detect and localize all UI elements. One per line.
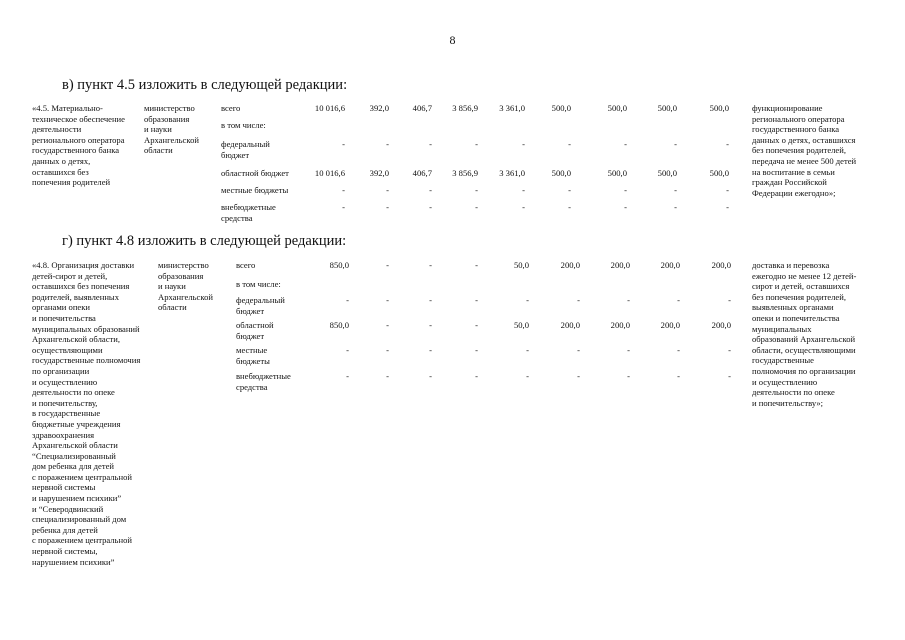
funding-value: - xyxy=(429,320,432,330)
funding-value: 200,0 xyxy=(660,260,680,270)
funding-value: 850,0 xyxy=(329,320,349,330)
funding-value: 406,7 xyxy=(412,168,432,178)
funding-value: 3 361,0 xyxy=(499,103,525,113)
funding-value: 200,0 xyxy=(610,260,630,270)
funding-value: - xyxy=(386,320,389,330)
funding-value: 392,0 xyxy=(369,168,389,178)
funding-value: - xyxy=(677,295,680,305)
funding-value: - xyxy=(726,139,729,149)
funding-value: - xyxy=(386,371,389,381)
funding-value: - xyxy=(346,345,349,355)
funding-value: - xyxy=(475,202,478,212)
funding-value: - xyxy=(624,139,627,149)
funding-value: - xyxy=(728,371,731,381)
funding-source-label: местные бюджеты xyxy=(236,345,270,366)
funding-value: - xyxy=(522,202,525,212)
funding-value: - xyxy=(568,185,571,195)
funding-value: - xyxy=(726,202,729,212)
funding-value: 850,0 xyxy=(329,260,349,270)
funding-value: 200,0 xyxy=(660,320,680,330)
funding-value: 500,0 xyxy=(709,103,729,113)
funding-source-label: внебюджетные средства xyxy=(221,202,276,223)
item-description: «4.8. Организация доставки детей-сирот и детей, оставшихся без попечения родителей, выявленных органами опеки и попечительства муниципальных образований Архангельской области, осуществляющими государственные полномочия по организации и осуществлению деятельности по опеке и попечительству, в государственные бюджетные учреждения здравоохранения Архангельской области “Специализированный дом ребенка для детей с поражением центральной нервной системы и нарушением психики” и “Северодвинский специализированный дом ребенка для детей с поражением центральной нервной системы, нарушением психики” xyxy=(32,260,141,567)
funding-value: - xyxy=(475,295,478,305)
funding-value: - xyxy=(674,185,677,195)
funding-value: 500,0 xyxy=(551,168,571,178)
funding-value: - xyxy=(568,139,571,149)
funding-value: - xyxy=(386,202,389,212)
funding-value: - xyxy=(475,320,478,330)
funding-value: - xyxy=(386,260,389,270)
funding-value: 3 856,9 xyxy=(452,103,478,113)
funding-value: - xyxy=(577,371,580,381)
responsible-executor: министерство образования и науки Архангельской области xyxy=(158,260,213,313)
funding-value: - xyxy=(526,295,529,305)
funding-value: 200,0 xyxy=(560,320,580,330)
funding-value: 500,0 xyxy=(551,103,571,113)
funding-value: - xyxy=(429,139,432,149)
funding-value: - xyxy=(429,260,432,270)
funding-value: - xyxy=(627,345,630,355)
funding-value: - xyxy=(386,139,389,149)
funding-source-label: всего xyxy=(236,260,256,270)
funding-value: - xyxy=(342,185,345,195)
expected-result: доставка и перевозка ежегодно не менее 12 детей- сирот и детей, оставшихся без попечения родителей, выявленных органами опеки и попечительства муниципальных образований Архангельской области, осуществляющими государственные полномочия по организации и осуществлению деятельности по опеке и попечительству»; xyxy=(752,260,857,408)
funding-value: - xyxy=(475,185,478,195)
funding-value: 500,0 xyxy=(709,168,729,178)
funding-value: 500,0 xyxy=(607,168,627,178)
funding-value: - xyxy=(386,345,389,355)
responsible-executor: министерство образования и науки Архангельской области xyxy=(144,103,199,156)
funding-value: 10 016,6 xyxy=(314,168,345,178)
funding-value: - xyxy=(726,185,729,195)
funding-value: - xyxy=(526,345,529,355)
funding-value: - xyxy=(342,139,345,149)
funding-value: 200,0 xyxy=(560,260,580,270)
funding-value: 500,0 xyxy=(607,103,627,113)
funding-value: - xyxy=(674,202,677,212)
funding-value: - xyxy=(386,295,389,305)
funding-value: 10 016,6 xyxy=(314,103,345,113)
funding-value: - xyxy=(429,185,432,195)
funding-source-label: областной бюджет xyxy=(221,168,289,178)
funding-value: - xyxy=(429,202,432,212)
funding-value: - xyxy=(429,295,432,305)
expected-result: функционирование регионального оператора государственного банка данных о детях, оставшихся без попечения родителей, передача не менее 500 детей на воспитание в семьи граждан Российской Федерации ежегодно»; xyxy=(752,103,857,198)
funding-source-label: федеральный бюджет xyxy=(221,139,270,160)
funding-source-label: местные бюджеты xyxy=(221,185,289,195)
funding-source-label: всего xyxy=(221,103,241,113)
funding-source-label: федеральный бюджет xyxy=(236,295,285,316)
funding-value: 406,7 xyxy=(412,103,432,113)
funding-value: 200,0 xyxy=(711,260,731,270)
funding-value: 200,0 xyxy=(711,320,731,330)
funding-value: 3 856,9 xyxy=(452,168,478,178)
section-heading: в) пункт 4.5 изложить в следующей редакции: xyxy=(62,77,348,93)
funding-value: - xyxy=(346,371,349,381)
funding-value: - xyxy=(728,295,731,305)
funding-value: 50,0 xyxy=(513,260,529,270)
item-description: «4.5. Материально- техническое обеспечение деятельности регионального оператора государственного банка данных о детях, оставшихся без попечения родителей xyxy=(32,103,125,188)
section-heading: г) пункт 4.8 изложить в следующей редакции: xyxy=(62,233,347,249)
funding-value: - xyxy=(674,139,677,149)
funding-value: 500,0 xyxy=(657,103,677,113)
funding-value: - xyxy=(627,295,630,305)
funding-source-label: внебюджетные средства xyxy=(236,371,291,392)
page-number: 8 xyxy=(449,33,456,47)
funding-value: - xyxy=(522,139,525,149)
funding-value: - xyxy=(386,185,389,195)
funding-value: - xyxy=(577,295,580,305)
funding-value: - xyxy=(475,139,478,149)
funding-value: - xyxy=(429,371,432,381)
funding-value: - xyxy=(475,345,478,355)
funding-value: - xyxy=(568,202,571,212)
funding-value: - xyxy=(728,345,731,355)
funding-value: - xyxy=(677,345,680,355)
funding-value: - xyxy=(627,371,630,381)
funding-value: 3 361,0 xyxy=(499,168,525,178)
funding-value: - xyxy=(429,345,432,355)
funding-source-label: в том числе: xyxy=(236,279,281,289)
funding-value: - xyxy=(624,202,627,212)
funding-value: - xyxy=(526,371,529,381)
funding-value: - xyxy=(577,345,580,355)
funding-value: 500,0 xyxy=(657,168,677,178)
funding-value: - xyxy=(342,202,345,212)
funding-value: 392,0 xyxy=(369,103,389,113)
funding-value: - xyxy=(522,185,525,195)
funding-value: 50,0 xyxy=(513,320,529,330)
funding-source-label: областной бюджет xyxy=(236,320,274,341)
funding-value: - xyxy=(475,260,478,270)
funding-value: - xyxy=(624,185,627,195)
funding-value: - xyxy=(677,371,680,381)
funding-value: 200,0 xyxy=(610,320,630,330)
funding-value: - xyxy=(475,371,478,381)
funding-value: - xyxy=(346,295,349,305)
funding-source-label: в том числе: xyxy=(221,120,266,130)
